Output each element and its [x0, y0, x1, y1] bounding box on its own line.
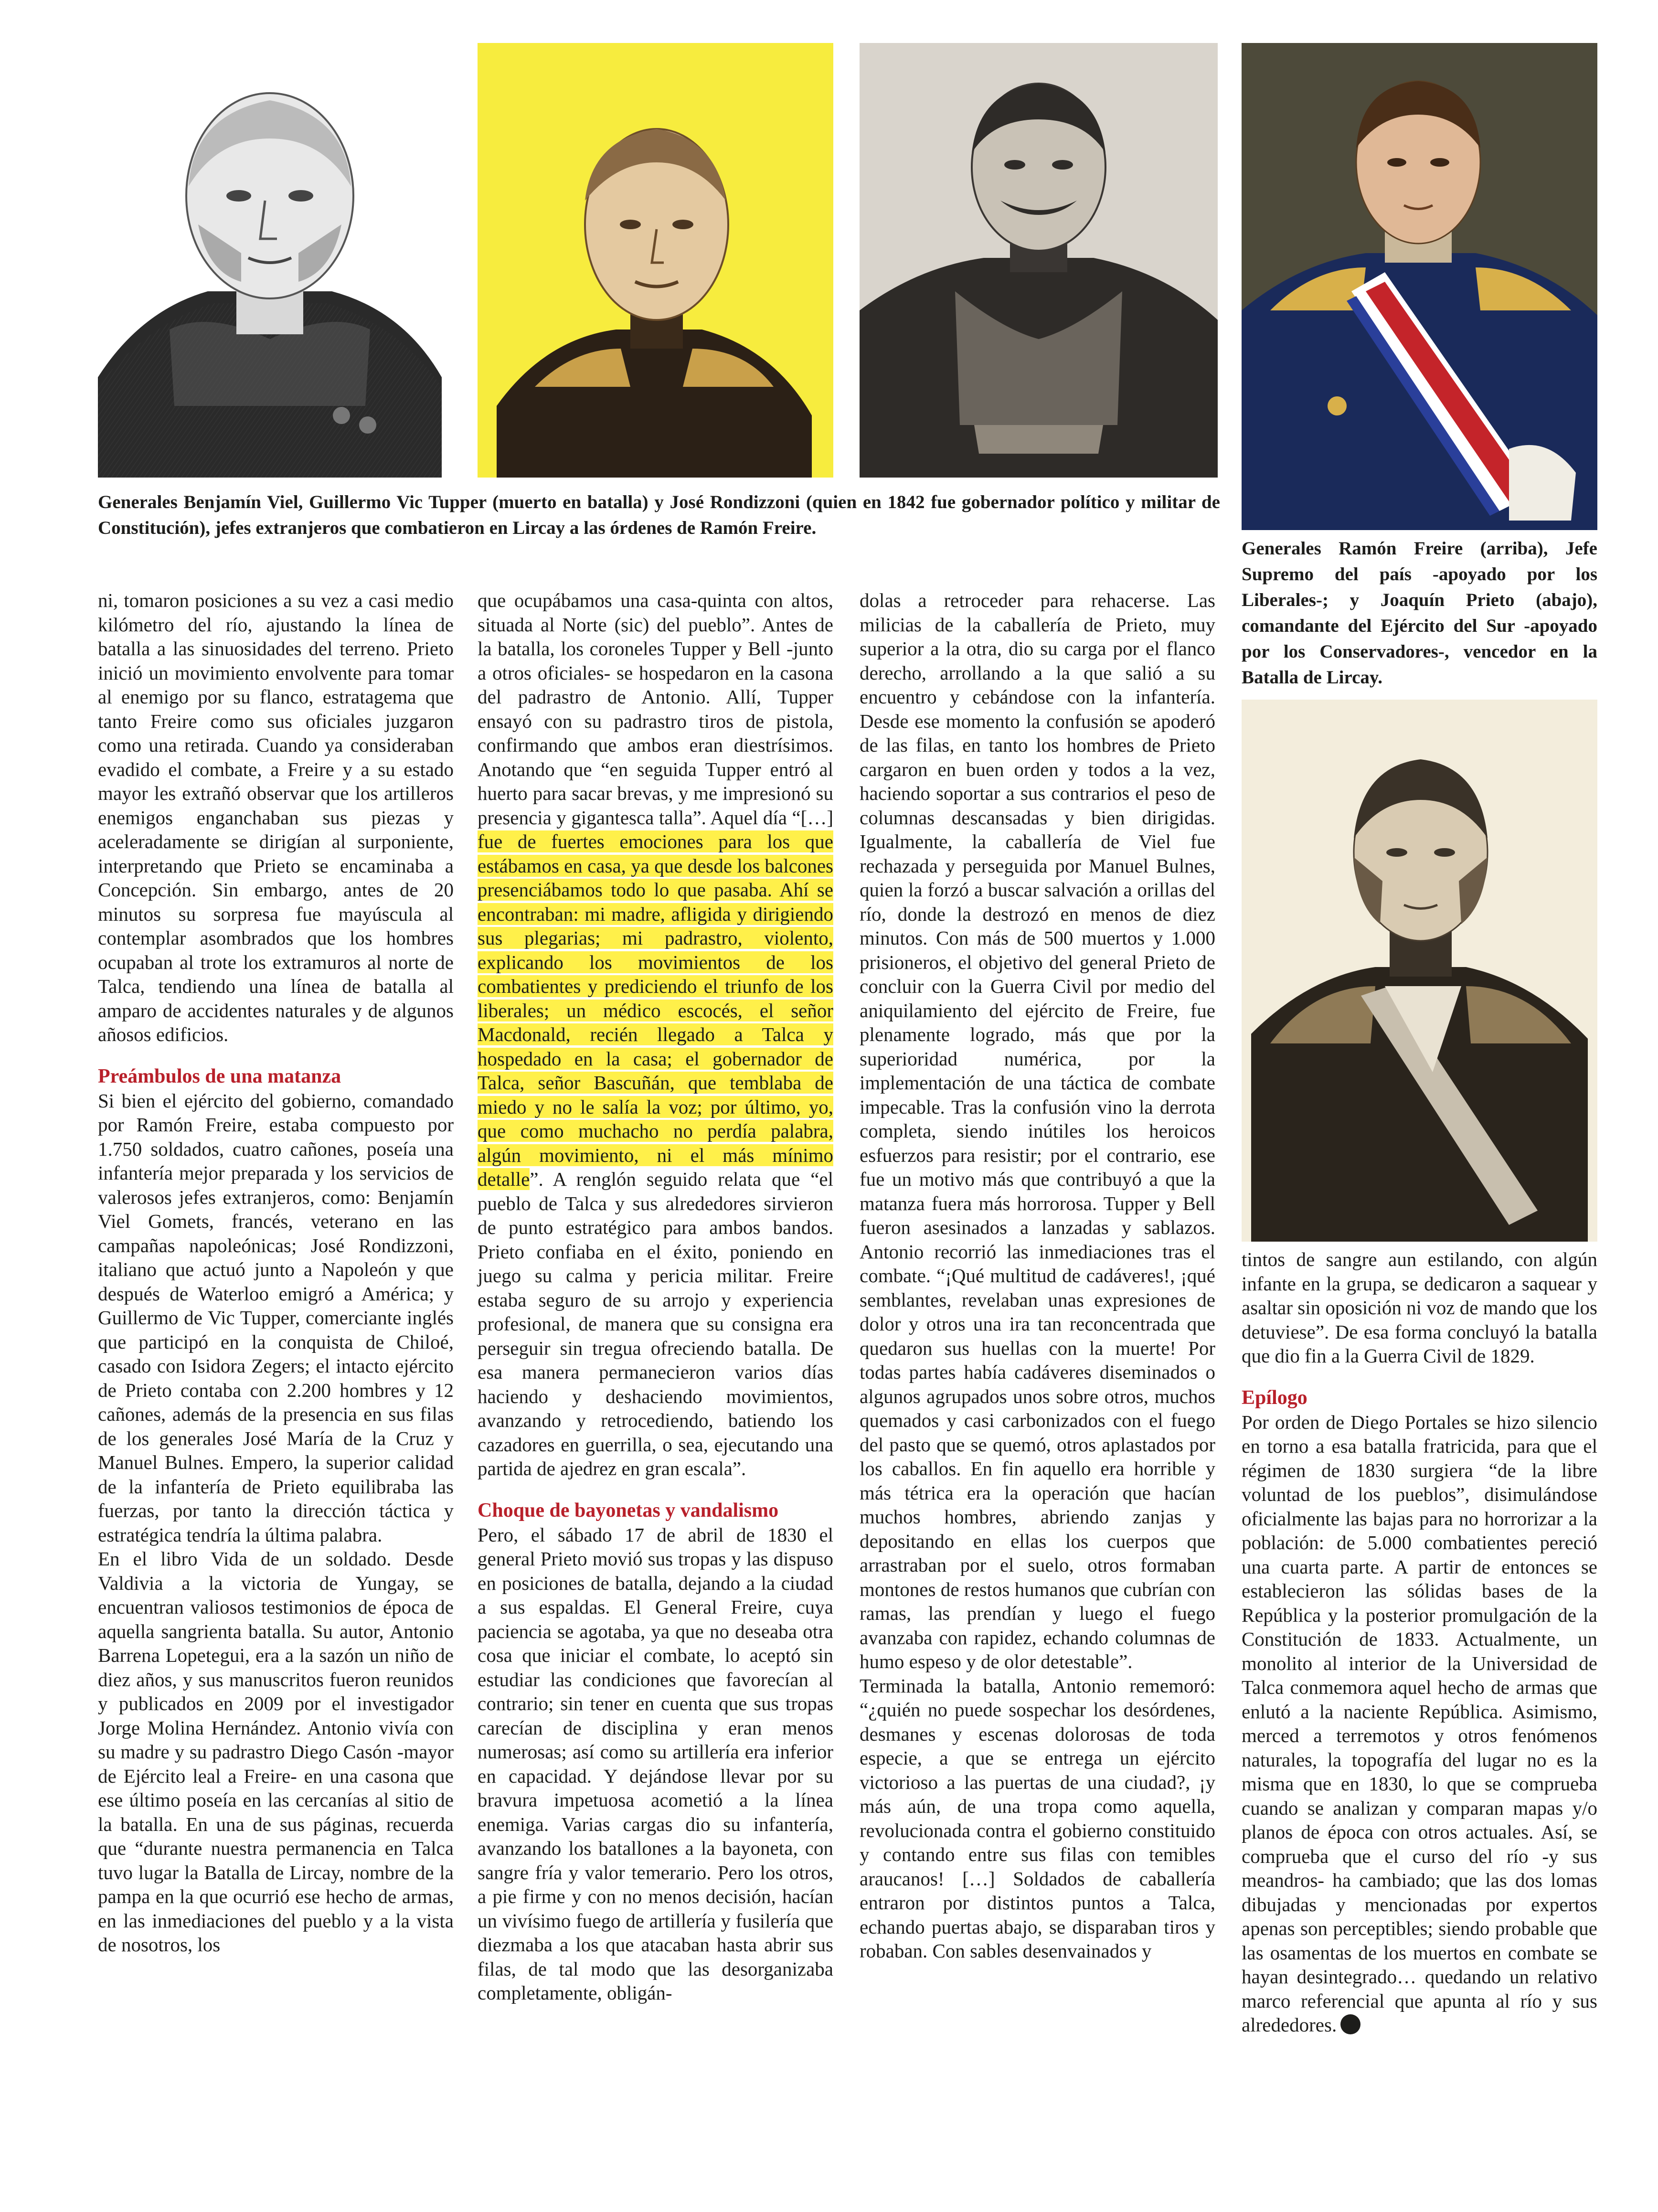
- col1-paragraph-1: ni, tomaron posiciones a su vez a casi medio kilómetro del río, ajustando la línea de batalla a las sinuosidades del terreno. Prieto inició un movimiento envolvente para tomar al enemigo por su flanco, estratagema que tanto Freire como sus oficiales juzgaron como una retirada. Cuando ya consideraban evadido el combate, a Freire y a su estado mayor les extrañó observar que los artilleros enemigos enganchaban sus piezas y aceleradamente se dirigían al surponiente, interpretando que Prieto se encaminaba a Concepción. Sin embargo, antes de 20 minutos su sorpresa fue mayúscula al contemplar asombrados que los hombres ocupaban al trote los extramuros al norte de Talca, tendiendo una línea de batalla al amparo de accidentes naturales y de algunos añosos edificios.: [98, 589, 454, 1045]
- col4-paragraph-1: tintos de sangre aun estilando, con algún infante en la grupa, se dedicaron a saquear y asaltar sin oposición ni voz de mando que los detuviese”. De esa forma concluyó la batalla que dio fin a la Guerra Civil de 1829.: [1242, 1248, 1597, 1367]
- caption-top: Generales Benjamín Viel, Guillermo Vic Tupper (muerto en batalla) y José Rondizzoni (quien en 1842 fue gobernador político y militar de Constitución), jefes extranjeros que combatieron en Lircay a las órdenes de Ramón Freire.: [98, 492, 1220, 538]
- col4-paragraph-2: [1242, 1410, 1597, 2037]
- col1-paragraph-3: En el libro Vida de un soldado. Desde Valdivia a la victoria de Yungay, se encuentran valiosos testimonios de época de aquella sangrienta batalla. Su autor, Antonio Barrena Lopetegui, era a la sazón un niño de diez años, y sus manuscritos fueron reunidos y publicados en 2009 por el investigador Jorge Molina Hernández. Antonio vivía con su madre y su padrastro Diego Casón -mayor de Ejército leal a Freire- en una casona que ese último poseía en las cercanías al sitio de la batalla. En una de sus páginas, recuerda que “durante nuestra permanencia en Talca tuvo lugar la Batalla de Lircay, nombre de la pampa en la que ocurrió ese hecho de armas, en las inmediaciones del pueblo y a la vista de nosotros, los: [98, 1548, 454, 1956]
- column-1: [98, 588, 454, 1957]
- col2-paragraph-1: [478, 588, 833, 1481]
- portrait-freire: [1242, 43, 1597, 530]
- heading-epilogo: Epílogo: [1242, 1386, 1307, 1409]
- rondizzoni-engraving-icon: [860, 43, 1218, 478]
- col4-text: Por orden de Diego Portales se hizo silencio en torno a esa batalla fratricida, para que el régimen de 1830 surgiera “de la libre voluntad de los pueblos”, disimulándose oficialmente las bajas para no horrorizar a la población: de 5.000 combatientes pereció una cuarta parte. A partir de entonces se establecieron las sólidas bases de la República y la posterior promulgación de la Constitución de 1833. Actualmente, un monolito al interior de la Universidad de Talca conmemora aquel hecho de armas que enlutó a la naciente República. Asimismo, merced a terremotos y otros fenómenos naturales, la topografía del lugar no es la misma que en 1830, lo que se comprueba cuando se analizan y comparan mapas y/o planos de época con otros actuales. Así, se comprueba que el curso del río -y sus meandros- ha cambiado; que las dos lomas dibujadas y mencionadas por expertos apenas son perceptibles; siendo probable que las osamentas de los muertos en combate se hayan desintegrado… quedando un relativo marco referencial que apunta al río y sus alrededores.: [1242, 1411, 1597, 2036]
- freire-painting-icon: [1242, 43, 1597, 530]
- col2-paragraph-2: Pero, el sábado 17 de abril de 1830 el general Prieto movió sus tropas y las dispuso en posiciones de batalla, dejando a la ciudad a sus espaldas. El General Freire, cuya paciencia se agotaba, ya que no deseaba otra cosa que iniciar el combate, lo aceptó sin estudiar las condiciones que favorecían al contrario; sin tener en cuenta que sus tropas carecían de disciplina y eran menos numerosas; así como su artillería era inferior en capacidad. Y dejándose llevar por su bravura impetuosa acometió a la línea enemiga. Varias cargas dio su infantería, avanzando los batallones a la bayoneta, con sangre fría y valor temerario. Pero los otros, a pie firme y con no menos decisión, hacían un vivísimo fuego de artillería y fusilería que diezmaba a los que atacaban hasta abrir sus filas, de tal modo que las desorganizaba completamente, obligán-: [478, 1523, 833, 2004]
- heading-choque: Choque de bayonetas y vandalismo: [478, 1499, 779, 1521]
- column-3: [860, 588, 1215, 1963]
- portrait-viel: [98, 43, 442, 478]
- portrait-tupper: [478, 43, 833, 478]
- caption-right: Generales Ramón Freire (arriba), Jefe Supremo del país -apoyado por los Liberales-; y Joaquín Prieto (abajo), comandante del Ejército del Sur -apoyado por los Conservadores-, vencedor en la Batalla de Lircay.: [1242, 538, 1597, 688]
- portrait-rondizzoni: [860, 43, 1218, 478]
- column-2: [478, 588, 833, 2005]
- column-4: [1242, 1247, 1597, 2037]
- viel-engraving-icon: [98, 43, 442, 478]
- col2-text-a: que ocupábamos una casa-quinta con altos, situada al Norte (sic) del pueblo”. Antes de la batalla, los coroneles Tupper y Bell -junto a otros oficiales- se hospedaron en la casona del padrastro de Antonio. Allí, Tupper ensayó con su padrastro tiros de pistola, confirmando que ambos eran diestrísimos. Anotando que “en seguida Tupper entró al huerto para sacar brevas, y me impresionó su presencia y gigantesca talla”. Aquel día “[…]: [478, 589, 833, 829]
- highlighted-quote: fue de fuertes emociones para los que estábamos en casa, ya que desde los balcones presenciábamos todo lo que pasaba. Ahí se encontraban: mi madre, afligida y dirigiendo sus plegarias; mi padrastro, violento, explicando los movimientos de los combatientes y prediciendo el triunfo de los liberales; un médico escocés, el señor Macdonald, recién llegado a Talca y hospedado en la casa; el gobernador de Talca, señor Bascuñán, que temblaba de miedo y no le salía la voz; por último, yo, que como muchacho no perdía palabra, algún movimiento, ni el más mínimo detalle: [478, 830, 833, 1190]
- col3-paragraph-1: dolas a retroceder para rehacerse. Las milicias de la caballería de Prieto, muy superior a la otra, dio su carga por el flanco derecho, arrollando a la que salió a su encuentro y cebándose con la infantería. Desde ese momento la confusión se apoderó de las filas, en tanto los hombres de Prieto cargaron en buen orden y todos a la vez, haciendo soportar a sus contrarios el peso de columnas descansadas y bien dirigidas. Igualmente, la caballería de Viel fue rechazada y perseguida por Manuel Bulnes, quien la forzó a buscar salvación a orillas del río, donde la destrozó en menos de diez minutos. Con más de 500 muertos y 1.000 prisioneros, el objetivo del general Prieto de concluir con la Guerra Civil por medio del aniquilamiento del ejército de Freire, fue plenamente logrado, más que por la superioridad numérica, por la implementación de una táctica de combate impecable. Tras la confusión vino la derrota completa, siendo inútiles los heroicos esfuerzos para resistir; por el contrario, ese fue un motivo más que contribuyó a que la matanza fuera más horrorosa. Tupper y Bell fueron asesinados a lanzadas y sablazos. Antonio recorrió las inmediaciones tras el combate. “¡Qué multitud de cadáveres!, ¡qué semblantes, revelaban unas expresiones de dolor y otros una ira tan reconcentrada que quedaron sus huellas con la muerte! Por todas partes había cadáveres diseminados o algunos agrupados unos sobre otros, muchos quemados y casi carbonizados con el fuego del pasto que se quemó, otros aplastados por los caballos. En fin aquello era horrible y más tétrica era la operación que hacían muchos hombres, abriendo zanjas y depositando en ellas los cuerpos que arrastraban por el suelo, otros formaban montones de restos humanos que cubrían con ramas, las prendían y luego el fuego avanzaba con rapidez, echando columnas de humo espeso y de olor detestable”.: [860, 589, 1215, 1672]
- prieto-sepia-icon: [1242, 700, 1597, 1242]
- col1-paragraph-2: Si bien el ejército del gobierno, comandado por Ramón Freire, estaba compuesto por 1.750 soldados, cuatro cañones, poseía una infantería mejor preparada y los servicios de valerosos jefes extranjeros, como: Benjamín Viel Gomets, francés, veterano en las campañas napoleónicas; José Rondizzoni, italiano que actuó junto a Napoleón y que después de Waterloo emigró a América; y Guillermo de Vic Tupper, comerciante inglés que participó en la conquista de Chiloé, casado con Isidora Zegers; el intacto ejército de Prieto contaba con 2.200 hombres y 12 cañones, además de la presencia en sus filas de los generales José María de la Cruz y Manuel Bulnes. Empero, la superior calidad de la infantería de Prieto equilibraba las fuerzas, por tanto la dirección táctica y estratégica tendría la última palabra.: [98, 1089, 454, 1546]
- heading-preambulos: Preámbulos de una matanza: [98, 1065, 341, 1087]
- col3-paragraph-2: Terminada la batalla, Antonio rememoró: “¿quién no puede sospechar los desórdenes, desmanes y escenas dolorosas de toda especie, a que se entrega un ejército victorioso a las puertas de una ciudad?, ¡y más aún, de una tropa como aquella, revolucionada contra el gobierno constituido y contando entre sus filas con temibles araucanos! […] Soldados de caballería entraron por distintos puntos a Talca, echando puertas abajo, se disparaban tiros y robaban. Con sables desenvainados y: [860, 1674, 1215, 1962]
- col2-text-b: ”. A renglón seguido relata que “el pueblo de Talca y sus alrededores sirvieron de punto estratégico para ambos bandos. Prieto confiaba en el éxito, poniendo en juego su calma y pericia militar. Freire estaba seguro de su arrojo y experiencia profesional, de manera que su consigna era perseguir sin tregua ofreciendo batalla. De esa manera permanecieron varios días haciendo y deshaciendo movimientos, avanzando y retrocediendo, batiendo los cazadores en guerrilla, o sea, ejecutando una partida de ajedrez en gran escala”.: [478, 1168, 833, 1479]
- tupper-sepia-icon: [478, 43, 833, 478]
- portrait-prieto: [1242, 700, 1597, 1242]
- end-mark-icon: [1340, 2014, 1360, 2034]
